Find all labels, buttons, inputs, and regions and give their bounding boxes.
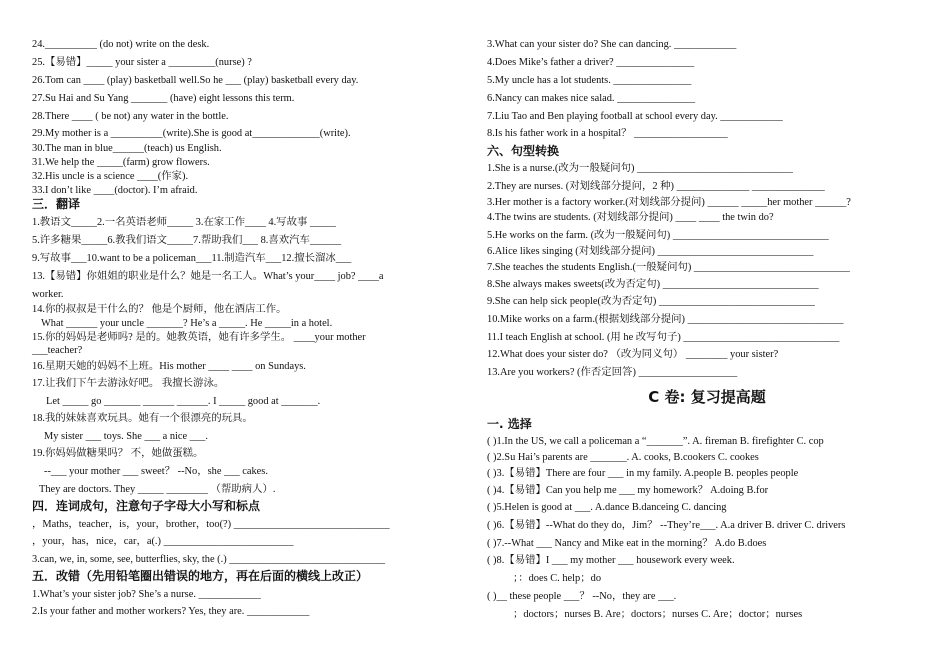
transform-12: 12.What does your sister do? （改为同义句） ________ your sister? [487,349,779,360]
translate-q13: 13.【易错】你姐姐的职业是什么？她是一名工人。What’s your____ job? ____a [32,271,384,282]
transform-4: 4.The twins are students. (对划线部分提问) ____ ____ the twin do? [487,212,774,223]
transform-10: 10.Mike works on a farm.(根据划线部分提问) ______________________________ [487,314,844,325]
choice-1: ( )1.In the US, we call a policeman a “_______”. A. fireman B. firefighter C. cop [487,436,824,447]
choice-8-options: ；：does C. help；do [513,573,602,584]
q25: 25.【易错】_____ your sister a _________(nurse) ? [32,57,252,68]
choice-9: ( )__ these people ___？ --No，they are ___. [487,591,677,602]
correction-5: 5.My uncle has a lot students. _______________ [487,75,692,86]
choice-4: ( )4.【易错】Can you help me ___ my homework？ A.doing B.for [487,485,769,496]
correction-6: 6.Nancy can makes nice salad. _______________ [487,93,696,104]
sentence-1: ，Maths，teacher，is，your，brother，too(?) ______________________________ [32,519,390,530]
translate-q18-en: My sister ___ toys. She ___ a nice ___. [44,431,208,442]
q29: 29.My mother is a __________(write).She is good at_____________(write). [32,128,351,139]
translate-row-2: 5.许多糖果_____6.教我们语文_____7.帮助我们___ 8.喜欢汽车______ [32,235,342,246]
choice-5: ( )5.Helen is good at ___. A.dance B.danceing C. dancing [487,502,727,513]
correction-4: 4.Does Mike’s father a driver? _______________ [487,57,695,68]
sentence-2: ，your，has，nice，car，a(.) _________________________ [32,536,294,547]
transform-1: 1.She is a nurse.(改为一般疑问句) ______________________________ [487,163,793,174]
choice-8: ( )8.【易错】I ___ my mother ___ housework every week. [487,555,735,566]
choice-3: ( )3.【易错】There are four ___ in my family. A.people B. peoples people [487,468,799,479]
translate-q19-en: --___ your mother ___ sweet？ --No，she ___ cakes. [44,466,268,477]
choice-6: ( )6.【易错】--What do they do，Jim？ --They’re___. A.a driver B. driver C. drivers [487,520,846,531]
q32: 32.His uncle is a science ____(作家). [32,171,189,182]
paper-c-title: C 卷: 复习提高题 [648,388,766,406]
transform-2: 2.They are nurses. (对划线部分提问，2 种) ______________ ______________ [487,181,825,192]
transform-7: 7.She teaches the students English.(一般疑问句) ______________________________ [487,262,850,273]
sentence-3: 3.can, we, in, some, see, butterflies, sky, the (.) ______________________________ [32,554,386,565]
translate-q18: 18.我的妹妹喜欢玩具。她有一个很漂亮的玩具。 [32,413,253,424]
correction-8: 8.Is his father work in a hospital？ __________________ [487,128,728,139]
transform-13: 13.Are you workers? (作否定回答) ___________________ [487,367,738,378]
transform-9: 9.She can help sick people(改为否定句) ______________________________ [487,296,815,307]
choice-2: ( )2.Su Hai’s parents are _______. A. cooks, B.cookers C. cookes [487,452,759,463]
choice-7: ( )7.--What ___ Nancy and Mike eat in the morning？ A.do B.does [487,538,767,549]
translate-q14: 14.你的叔叔是干什么的？ 他是个厨师，他在酒店工作。 [32,304,287,315]
translate-q16: 16.星期天她的妈妈不上班。His mother ____ ____ on Sundays. [32,361,306,372]
translate-q15-cont: ___teacher? [32,345,83,356]
transform-8: 8.She always makes sweets(改为否定句) ______________________________ [487,279,819,290]
translate-q14-en: What ______ your uncle _______? He’s a _____. He _____in a hotel. [41,318,333,329]
translate-q13-cont: worker. [32,289,64,300]
q31: 31.We help the _____(farm) grow flowers. [32,157,210,168]
transform-6: 6.Alice likes singing (对划线部分提问) ______________________________ [487,246,814,257]
q26: 26.Tom can ____ (play) basketball well.So he ___ (play) basketball every day. [32,75,359,86]
correction-1: 1.What’s your sister job? She’s a nurse. ____________ [32,589,261,600]
transform-5: 5.He works on the farm. (改为一般疑问句) ______________________________ [487,230,829,241]
section-6-heading: 六、句型转换 [487,144,560,158]
transform-11: 11.I teach English at school. (用 he 改写句子) ______________________________ [487,332,840,343]
translate-row-3: 9.写故事___10.want to be a policeman___11.制造汽车___12.擅长溜冰___ [32,253,352,264]
translate-q17-en: Let _____ go _______ ______ ______. I _____ good at _______. [46,396,321,407]
choice-9-options: ；doctors；nurses B. Are；doctors；nurses C. Are；doctor；nurses [513,609,803,620]
translate-q17: 17.让我们下午去游泳好吧。 我擅长游泳。 [32,378,225,389]
q27: 27.Su Hai and Su Yang _______ (have) eight lessons this term. [32,93,295,104]
translate-q19: 19.你妈妈做糖果吗？ 不，她做蛋糕。 [32,448,204,459]
correction-3: 3.What can your sister do? She can dancing. ____________ [487,39,737,50]
translate-q20: They are doctors. They _____ ________ （帮助病人）. [39,484,276,495]
correction-7: 7.Liu Tao and Ben playing football at school every day. ____________ [487,111,783,122]
q33: 33.I don’t like ____(doctor). I’m afraid. [32,185,198,196]
section-4-heading: 四．连词成句，注意句子字母大小写和标点 [32,499,261,513]
choice-heading: 一. 选择 [487,417,532,431]
q24: 24.__________ (do not) write on the desk. [32,39,210,50]
transform-3: 3.Her mother is a factory worker.(对划线部分提问) ______ _____her mother ______? [487,197,851,208]
translate-q15: 15.你的妈妈是老师吗? 是的。她教英语，她有许多学生。 ____your mother [32,332,366,343]
section-5-heading: 五．改错（先用铅笔圈出错误的地方，再在后面的横线上改正） [32,569,369,583]
q30: 30.The man in blue______(teach) us English. [32,143,222,154]
section-3-heading: 三．翻译 [32,197,81,211]
q28: 28.There ____ ( be not) any water in the bottle. [32,111,229,122]
translate-row-1: 1.教语文_____2.一名英语老师_____ 3.在家工作____ 4.写故事 _____ [32,217,336,228]
correction-2: 2.Is your father and mother workers? Yes, they are. ____________ [32,606,310,617]
